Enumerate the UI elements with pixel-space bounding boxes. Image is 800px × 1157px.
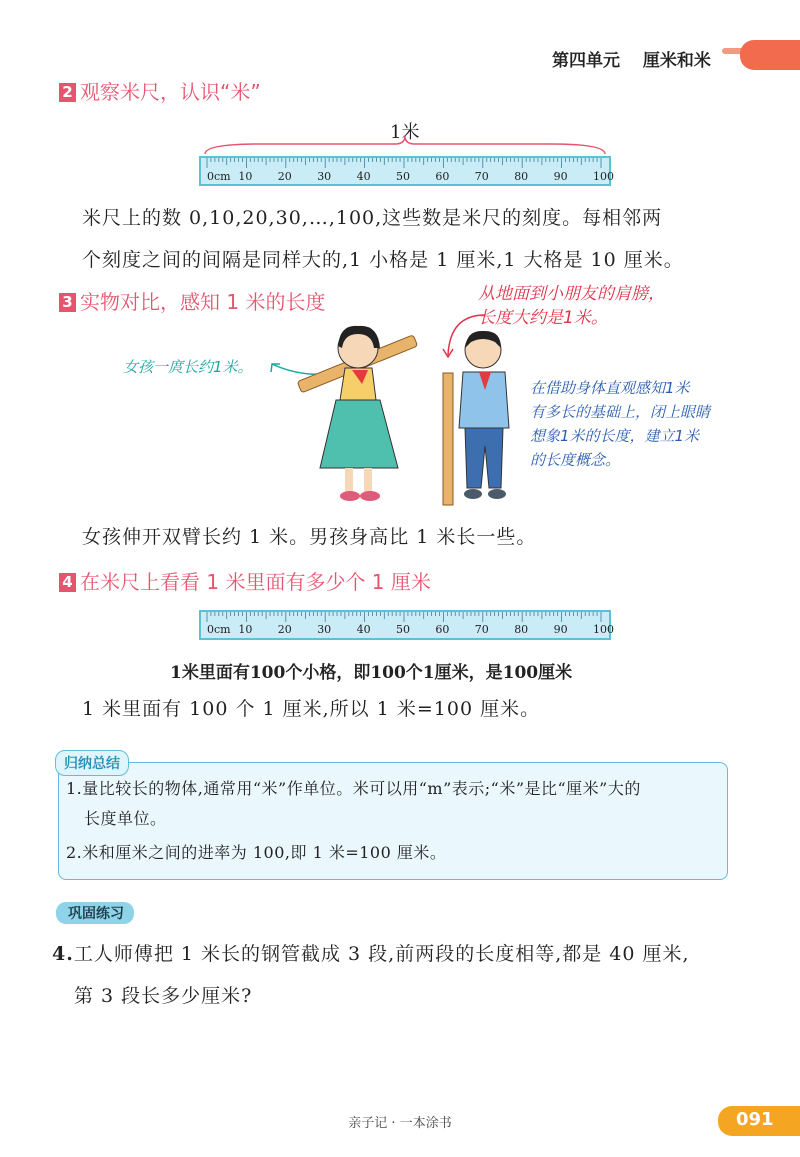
boy-illustration: [435, 328, 525, 510]
ruler-tick-label: 80: [514, 623, 529, 636]
section-4-heading: [59, 566, 431, 595]
question-number: 4.: [52, 943, 74, 965]
ruler-tick-label: 60: [435, 623, 450, 636]
practice-badge: 巩固练习: [56, 902, 134, 924]
ruler-tick-label: 20: [277, 623, 292, 636]
chapter-title: 厘米和米: [642, 51, 711, 71]
ruler-tick-label: 50: [396, 623, 410, 636]
ruler-caption: 1米里面有100个小格，即100个1厘米，是100厘米: [170, 663, 573, 683]
ruler-tick-label: 50: [396, 170, 410, 183]
footer-text: 亲子记 · 一本涂书: [348, 1116, 452, 1131]
note-concept-line-3: 想象1米的长度，建立1米: [530, 427, 700, 445]
section-2-title: 观察米尺，认识“米”: [80, 80, 261, 104]
ruler-1-labels: [199, 170, 614, 186]
page-number: 091: [736, 1109, 774, 1130]
ruler-tick-label: 0cm: [207, 170, 231, 183]
ruler-tick-label: 30: [317, 623, 332, 636]
section-4-number: 4: [59, 573, 76, 592]
note-shoulder-line-1: 从地面到小朋友的肩膀，: [478, 284, 665, 304]
ruler-tick-label: 10: [238, 170, 253, 183]
section-3-heading: [59, 286, 325, 315]
ruler-tick-label: 20: [277, 170, 292, 183]
ruler-tick-label: 30: [317, 170, 332, 183]
ruler-tick-label: 40: [356, 170, 371, 183]
handwritten-note-concept: [530, 376, 710, 472]
girl-illustration: [290, 318, 425, 508]
handwritten-note-shoulder: [478, 282, 665, 330]
ruler-1m-label: 1米: [390, 122, 420, 143]
ruler-tick-label: 60: [435, 170, 450, 183]
ruler-2-labels: [199, 623, 614, 639]
section-3-paragraph: 女孩伸开双臂长约 1 米。男孩身高比 1 米长一些。: [82, 526, 537, 548]
note-concept-line-2: 有多长的基础上，闭上眼睛: [530, 403, 711, 421]
question-text-2: 第 3 段长多少厘米?: [74, 985, 253, 1007]
ruler-tick-label: 70: [474, 623, 489, 636]
ruler-tick-label: 90: [553, 623, 568, 636]
section-4-paragraph: 1 米里面有 100 个 1 厘米,所以 1 米=100 厘米。: [82, 698, 541, 720]
ruler-tick-label: 0cm: [207, 623, 231, 636]
section-2-line-1: 米尺上的数 0,10,20,30,…,100,这些数是米尺的刻度。每相邻两: [82, 207, 663, 229]
summary-badge: 归纳总结: [55, 750, 129, 776]
section-2-line-2: 个刻度之间的间隔是同样大的,1 小格是 1 厘米,1 大格是 10 厘米。: [82, 249, 684, 271]
section-2-heading: [59, 76, 261, 105]
section-3-title: 实物对比，感知 1 米的长度: [80, 290, 326, 314]
ruler-brace: [200, 136, 610, 156]
note-shoulder-line-2: 长度大约是1米。: [478, 308, 608, 328]
summary-line-2: 2.米和厘米之间的进率为 100,即 1 米=100 厘米。: [66, 843, 447, 862]
summary-line-1-cont: 长度单位。: [84, 809, 167, 828]
ruler-tick-label: 80: [514, 170, 529, 183]
unit-label: 第四单元: [552, 51, 620, 71]
note-concept-line-4: 的长度概念。: [530, 451, 621, 469]
summary-content: [66, 774, 726, 868]
section-2-paragraph: [82, 197, 782, 281]
note-concept-line-1: 在借助身体直观感知1米: [530, 379, 690, 397]
ruler-tick-label: 70: [474, 170, 489, 183]
question-text-1: 工人师傅把 1 米长的钢管截成 3 段,前两段的长度相等,都是 40 厘米,: [73, 943, 690, 965]
ruler-tick-label: 90: [553, 170, 568, 183]
ruler-tick-label: 100: [593, 170, 614, 183]
header-band: [740, 40, 800, 70]
handwritten-note-girl: 女孩一庹长约1米。: [123, 358, 253, 376]
section-2-number: 2: [59, 83, 76, 102]
summary-line-1: 1.量比较长的物体,通常用“米”作单位。米可以用“m”表示;“米”是比“厘米”大的: [66, 779, 641, 798]
section-4-title: 在米尺上看看 1 米里面有多少个 1 厘米: [80, 570, 431, 594]
ruler-tick-label: 100: [593, 623, 614, 636]
practice-question: [52, 933, 772, 1017]
question-line-1: [52, 933, 772, 975]
ruler-tick-label: 40: [356, 623, 371, 636]
header-title: [552, 46, 711, 71]
ruler-tick-label: 10: [238, 623, 253, 636]
section-3-number: 3: [59, 293, 76, 312]
